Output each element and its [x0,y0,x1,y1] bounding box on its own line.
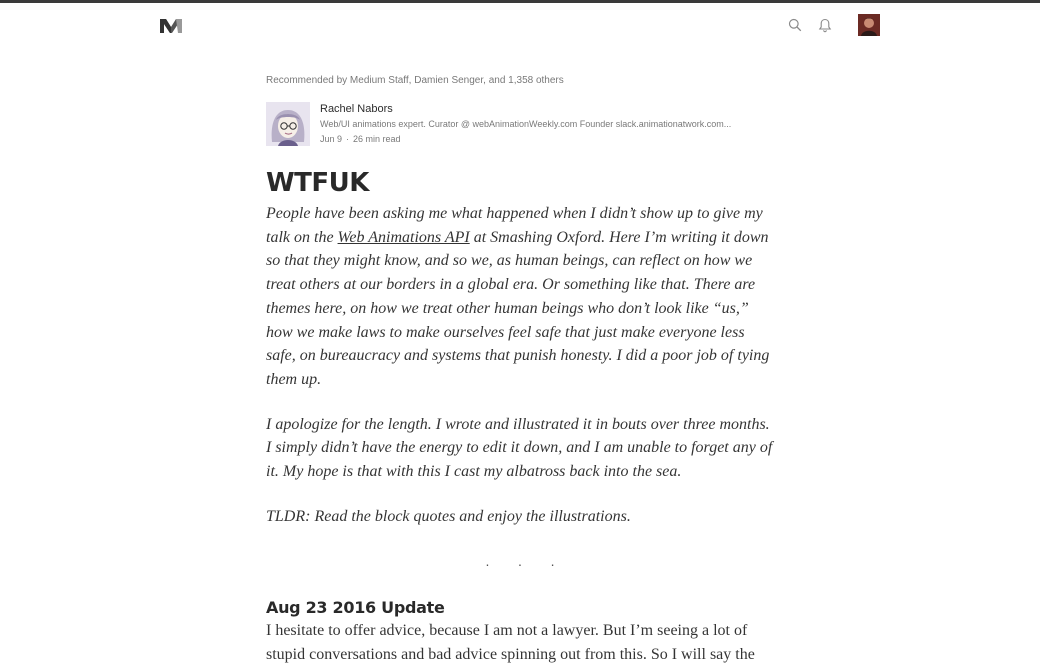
apology-paragraph: I apologize for the length. I wrote and illustrated it in bouts over three months. I simply didn’t have the energy to edit it down, and I am unable to forget any of it. My hope is that with this I cast my albatross back into the sea. [266,415,773,481]
intro-text-start: People have been asking me what happened when I didn’t show up to give my talk on the [266,205,763,246]
top-navbar [0,3,1040,51]
post-meta [320,132,774,147]
author-name[interactable]: Rachel Nabors [320,103,393,115]
search-icon[interactable] [786,16,804,34]
nav-actions [786,14,880,36]
author-avatar[interactable] [266,102,310,146]
intro-paragraph [266,202,774,392]
read-time: 26 min read [353,134,401,144]
section-separator: · · · [485,556,567,573]
tldr-paragraph: TLDR: Read the block quotes and enjoy the illustrations. [266,507,631,525]
author-info [320,102,774,147]
meta-dot: · [346,134,350,144]
article-title: WTFUK [266,168,369,198]
intro-text-end: at Smashing Oxford. Here I’m writing it down so that they might know, and so we, as human beings, can reflect on how we treat others at our borders in a global era. Or something like that. There are themes here, on how we treat other human beings who don’t look like “us,” how we make laws to make ourselves feel safe that just make everyone less safe, on bureaucracy and systems that punish honesty. I did a poor job of tying them up. [266,228,770,388]
update-paragraph: I hesitate to offer advice, because I am not a lawyer. But I’m seeing a lot of stupid conversations and bad advice spinning out from this. So I will say the [266,622,755,664]
user-avatar[interactable] [858,14,880,36]
author-bio: Web/UI animations expert. Curator @ webAnimationWeekly.com Founder slack.animationatwork.com... [320,119,732,129]
author-block [266,102,774,147]
article [266,74,774,667]
web-animations-api-link[interactable]: Web Animations API [337,228,470,246]
bell-icon[interactable] [816,16,834,34]
post-date: Jun 9 [320,134,343,144]
recommended-line[interactable]: Recommended by Medium Staff, Damien Senger, and 1,358 others [266,75,564,86]
medium-logo-icon[interactable] [159,16,183,36]
update-heading: Aug 23 2016 Update [266,598,445,618]
